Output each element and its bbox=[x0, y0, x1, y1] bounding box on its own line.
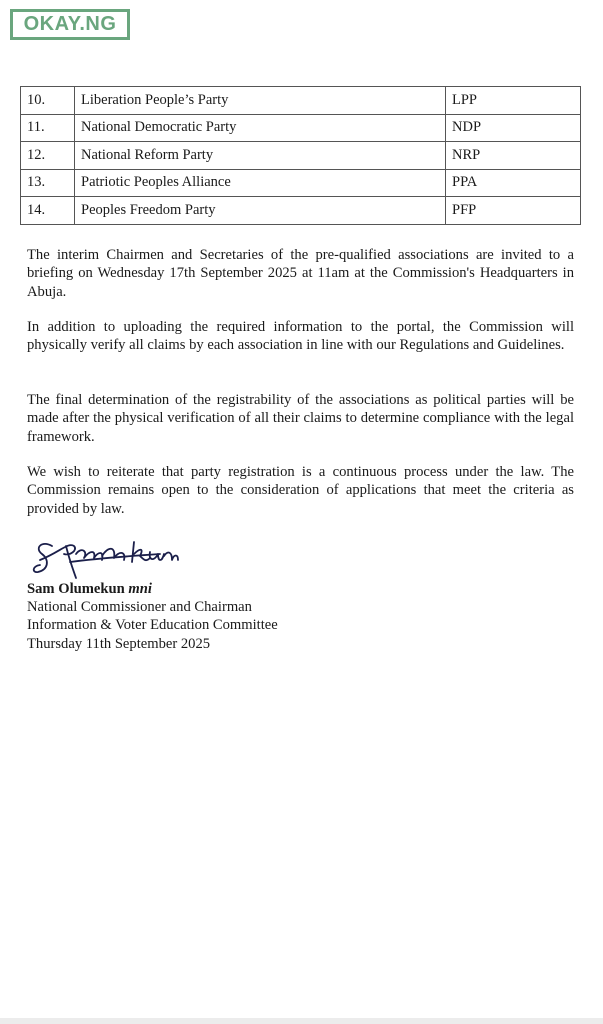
table-row bbox=[21, 169, 581, 197]
party-name: National Reform Party bbox=[75, 142, 446, 170]
reiteration-paragraph: We wish to reiterate that party registration is a continuous process under the law. The Commission remains open to the consideration of applications that meet the criteria as provided by law. bbox=[27, 464, 574, 517]
party-table bbox=[20, 86, 581, 225]
signatory-title-2: Information & Voter Education Committee bbox=[27, 617, 278, 634]
party-abbreviation: NRP bbox=[446, 142, 581, 170]
signatory-name-line bbox=[27, 580, 278, 598]
row-number: 12. bbox=[21, 142, 75, 170]
party-name: Peoples Freedom Party bbox=[75, 197, 446, 225]
verification-paragraph: In addition to uploading the required information to the portal, the Commission will physically verify all claims by each association in line with our Regulations and Guidelines. bbox=[27, 319, 574, 354]
okay-ng-logo bbox=[10, 9, 130, 40]
party-abbreviation: PFP bbox=[446, 197, 581, 225]
table-row bbox=[21, 114, 581, 142]
page-bottom-edge bbox=[0, 1018, 603, 1024]
party-abbreviation: NDP bbox=[446, 114, 581, 142]
party-name: Patriotic Peoples Alliance bbox=[75, 169, 446, 197]
table-row bbox=[21, 87, 581, 115]
party-abbreviation: LPP bbox=[446, 87, 581, 115]
table-row bbox=[21, 142, 581, 170]
handwritten-signature bbox=[30, 532, 180, 582]
row-number: 10. bbox=[21, 87, 75, 115]
party-abbreviation: PPA bbox=[446, 169, 581, 197]
signatory-block bbox=[27, 580, 278, 653]
signatory-name: Sam Olumekun bbox=[27, 581, 125, 597]
signatory-honorific: mni bbox=[128, 581, 152, 597]
row-number: 13. bbox=[21, 169, 75, 197]
table-row bbox=[21, 197, 581, 225]
briefing-paragraph: The interim Chairmen and Secretaries of the pre-qualified associations are invited to a briefing on Wednesday 17th September 2025 at 11am at the Commission's Headquarters in Abuja. bbox=[27, 247, 574, 300]
row-number: 11. bbox=[21, 114, 75, 142]
signatory-date: Thursday 11th September 2025 bbox=[27, 635, 211, 652]
party-name: Liberation People’s Party bbox=[75, 87, 446, 115]
signatory-title-1: National Commissioner and Chairman bbox=[27, 599, 252, 616]
row-number: 14. bbox=[21, 197, 75, 225]
determination-paragraph: The final determination of the registrability of the associations as political parties will be made after the physical verification of all their claims to determine compliance with the legal framework. bbox=[27, 392, 574, 445]
logo-text: OKAY.NG bbox=[23, 13, 117, 35]
party-name: National Democratic Party bbox=[75, 114, 446, 142]
